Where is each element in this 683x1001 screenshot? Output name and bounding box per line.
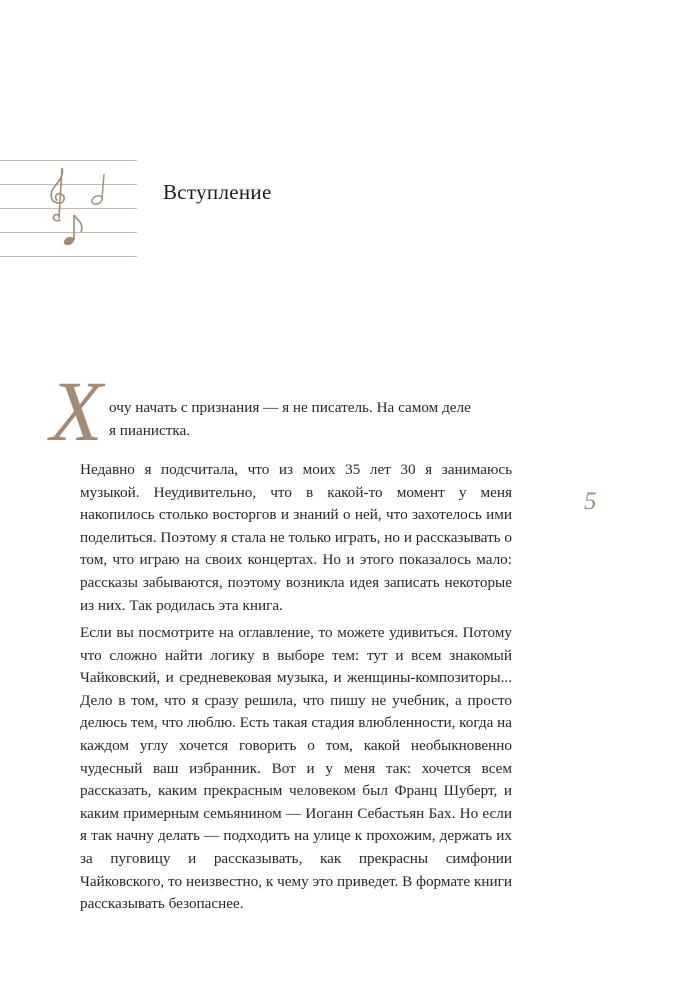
staff-line	[0, 256, 137, 257]
intro-line-2: я пианистка.	[109, 422, 191, 439]
half-note-icon	[90, 172, 110, 206]
page-number: 5	[584, 488, 597, 515]
music-staff-decoration	[0, 160, 137, 260]
paragraph-1: Недавно я подсчитала, что из моих 35 лет 30 я занимаюсь музыкой. Неудивительно, что в какой-то момент у меня накопилось столько восторгов и знаний о ней, что захотелось ими поделиться. Поэтому я стала не только играть, но и рассказывать о том, что играю на своих концертах. Но и этого показалось мало: рассказы забываются, поэтому возникла идея записать некоторые из них. Так родилась эта книга.	[80, 461, 512, 614]
eighth-note-icon	[62, 212, 88, 248]
chapter-title: Вступление	[163, 180, 272, 204]
intro-line-1: очу начать с признания — я не писатель. На самом деле	[109, 399, 471, 416]
staff-line	[0, 160, 137, 161]
drop-cap: Х	[50, 363, 103, 459]
paragraph-2: Если вы посмотрите на оглавление, то можете удивиться. Потому что сложно найти логику в выборе тем: тут и всем знакомый Чайковский, и средневековая музыка, и женщины-композиторы... Дело в том, что я сразу решила, что пишу не учебник, а просто делюсь тем, что люблю. Есть такая стадия влюбленности, когда на каждом углу хочется говорить о том, какой необыкновенно чудесный ваш избранник. Вот и у меня так: хочется всем рассказать, каким прекрасным человеком был Франц Шуберт, и каким примерным семьянином — Иоганн Себастьян Бах. Но если я так начну делать — подходить на улице к прохожим, держать их за пуговицу и рассказывать, как прекрасны симфонии Чайковского, то неизвестно, к чему это приведет. В формате книги рассказывать безопаснее.	[80, 624, 512, 913]
